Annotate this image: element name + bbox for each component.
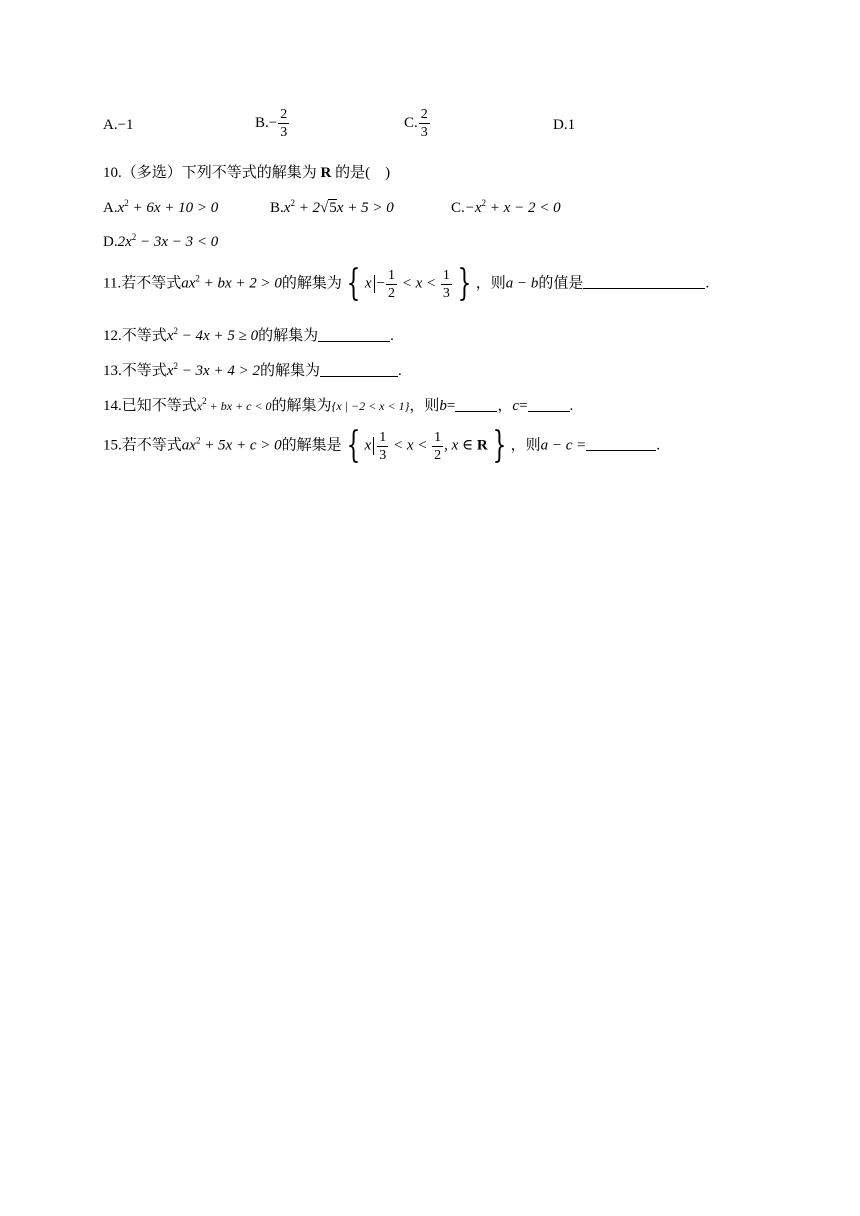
option-label: A. [103, 200, 118, 216]
period: . [569, 398, 574, 414]
math-bold: R [476, 437, 488, 454]
q13 [103, 359, 402, 380]
math: < x < [389, 437, 432, 454]
math: x [283, 200, 291, 216]
math: + bx + 2 > 0 [199, 275, 282, 292]
question-text: 12.不等式 [103, 328, 167, 344]
math-set: {x | −2 < x < 1} [331, 399, 410, 413]
question-text: 的解集为 [258, 328, 319, 344]
question-text: 14.已知不等式 [103, 398, 197, 414]
math: − 3x + 4 > 2 [177, 363, 260, 379]
question-text: ，则 [510, 437, 541, 454]
math: + 6x + 10 > 0 [128, 200, 219, 216]
answer-blank[interactable] [320, 362, 398, 377]
math: + 2 [294, 200, 321, 216]
numerator: 1 [379, 429, 387, 445]
fraction [441, 267, 452, 302]
q10-option-a [103, 198, 218, 217]
math: −x [464, 200, 482, 216]
exponent: 2 [173, 326, 178, 336]
denominator: 2 [434, 447, 442, 463]
math: b [439, 398, 447, 414]
math: x [364, 437, 372, 454]
math: x [117, 200, 125, 216]
math: + bx + c < 0 [206, 399, 272, 413]
question-text: 的值是 [538, 275, 584, 292]
fraction [377, 429, 388, 464]
answer-blank[interactable] [318, 327, 390, 342]
option-label: D. [553, 117, 568, 133]
denominator: 2 [387, 285, 395, 301]
q9-option-d [553, 117, 575, 134]
q11 [103, 263, 710, 304]
period: . [705, 275, 710, 292]
equals: = [519, 398, 528, 414]
denominator: 3 [280, 125, 288, 140]
period: . [397, 363, 402, 379]
exponent: 2 [195, 273, 200, 284]
option-label: C. [404, 114, 418, 131]
option-label: B. [255, 114, 269, 131]
stem-text: 10.（多选）下列不等式的解集为 [103, 165, 317, 181]
option-label: A. [103, 117, 118, 133]
math: + x − 2 < 0 [486, 200, 561, 216]
q9-option-c [404, 106, 431, 141]
option-label: C. [451, 200, 465, 216]
option-label: B. [270, 200, 284, 216]
period: . [390, 328, 394, 344]
q9-option-b [255, 106, 290, 141]
math: < x < [397, 275, 440, 292]
option-text: −1 [117, 117, 134, 133]
math: c [512, 398, 520, 414]
question-text: 的解集为 [259, 363, 320, 379]
fraction [419, 106, 430, 141]
math: − 3x − 3 < 0 [136, 234, 219, 250]
exponent: 2 [131, 232, 137, 242]
separator: ， [497, 398, 513, 414]
math: x [166, 328, 174, 344]
question-text: 11.若不等式 [103, 275, 182, 292]
option-label: D. [103, 234, 118, 250]
question-text: 的解集为 [281, 275, 342, 292]
math: x [196, 399, 203, 413]
left-brace: { [346, 425, 360, 466]
exponent: 2 [481, 198, 487, 208]
left-brace: { [346, 263, 361, 304]
question-text: ，则 [475, 275, 506, 292]
q10-option-c [451, 198, 561, 217]
math: a − b [505, 275, 539, 292]
answer-blank[interactable] [586, 436, 656, 451]
fraction [386, 267, 397, 302]
exponent: 2 [124, 198, 129, 208]
denominator: 3 [442, 285, 450, 301]
q12 [103, 324, 394, 345]
option-text: 1 [567, 117, 576, 133]
sqrt-symbol: √5 [320, 200, 337, 216]
math: x [364, 275, 372, 292]
math: 2x [117, 234, 132, 250]
denominator: 3 [379, 447, 387, 463]
math: ax [181, 275, 196, 292]
math: x + 5 > 0 [336, 200, 394, 216]
answer-blank-b[interactable] [455, 397, 497, 412]
question-text: 的解集是 [281, 437, 342, 454]
q15 [103, 425, 661, 466]
stem-text: 的是( ) [335, 165, 391, 181]
q9-option-a [103, 117, 134, 134]
right-brace: } [457, 263, 472, 304]
exponent: 2 [290, 198, 295, 208]
math: ax [181, 437, 196, 454]
set-bar [373, 437, 374, 455]
option-sign: − [268, 114, 278, 131]
q14 [103, 394, 573, 415]
period: . [656, 437, 661, 454]
math: x [166, 363, 174, 379]
answer-blank[interactable] [583, 274, 705, 289]
radicand: 5 [329, 200, 337, 216]
numerator: 2 [280, 107, 288, 122]
math: + 5x + c > 0 [200, 437, 282, 454]
equals: = [446, 398, 456, 414]
exponent: 2 [195, 435, 201, 446]
q10-option-d [103, 232, 218, 251]
q10-stem [103, 161, 390, 182]
question-text: 15.若不等式 [103, 437, 182, 454]
question-text: 13.不等式 [103, 363, 167, 379]
denominator: 3 [420, 125, 428, 140]
numerator: 1 [442, 267, 450, 283]
numerator: 1 [387, 267, 395, 283]
numerator: 1 [434, 429, 442, 445]
question-text: ，则 [409, 398, 440, 414]
exponent: 2 [202, 396, 207, 406]
set-bar [374, 275, 375, 293]
math: − 4x + 5 ≥ 0 [177, 328, 259, 344]
fraction [278, 106, 289, 141]
numerator: 2 [420, 107, 428, 122]
q10-option-b [270, 198, 394, 217]
math: , x ∈ [444, 437, 477, 454]
question-text: 的解集为 [271, 398, 332, 414]
right-brace: } [492, 425, 507, 466]
math: − [376, 275, 385, 292]
fraction [432, 429, 443, 464]
exponent: 2 [173, 361, 178, 371]
stem-bold: R [320, 165, 332, 181]
answer-blank-c[interactable] [528, 397, 570, 412]
math: a − c = [540, 437, 587, 454]
